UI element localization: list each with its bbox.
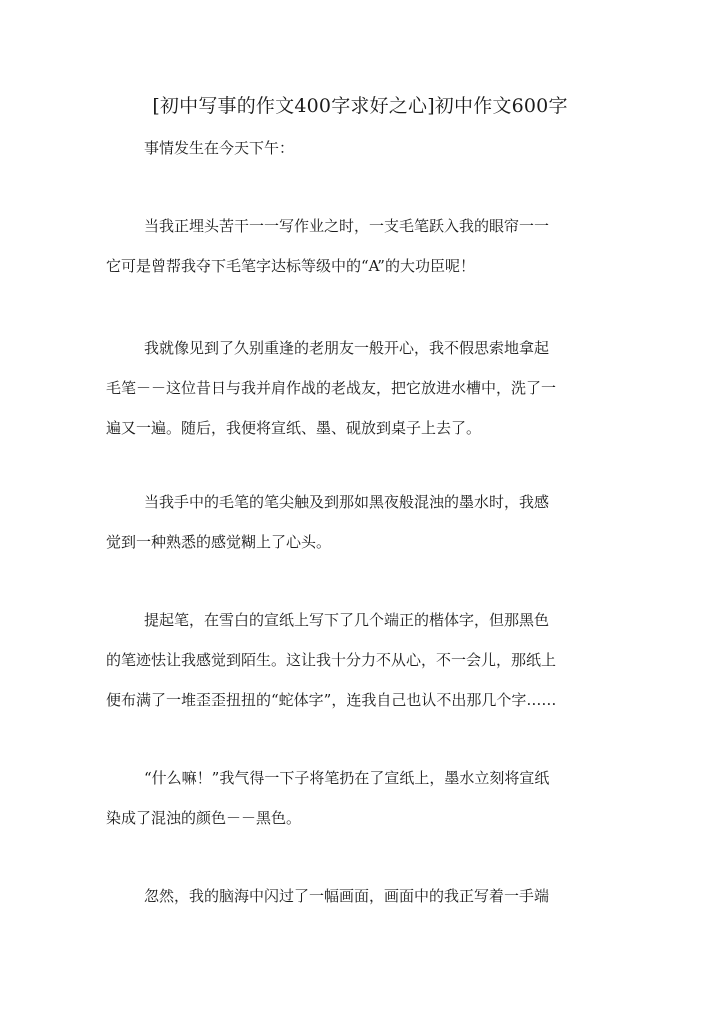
paragraph-1: [106, 138, 576, 158]
paragraph-5: [106, 610, 576, 710]
paragraph-line: “什么嘛！”我气得一下子将笔扔在了宣纸上，墨水立刻将宣纸: [144, 769, 550, 787]
paragraph-line: 便布满了一堆歪歪扭扭的“蛇体字”，连我自己也认不出那几个字……: [106, 691, 557, 709]
paragraph-line: 遍又一遍。随后，我便将宣纸、墨、砚放到桌子上去了。: [106, 419, 482, 437]
paragraph-7: [106, 886, 576, 906]
paragraph-line: 当我手中的毛笔的笔尖触及到那如黑夜般混浊的墨水时，我感: [144, 493, 550, 511]
document-title: [初中写事的作文400字求好之心]初中作文600字: [152, 95, 568, 117]
paragraph-line: 的笔迹怯让我感觉到陌生。这让我十分力不从心，不一会儿，那纸上: [106, 651, 557, 669]
paragraph-line: 当我正埋头苦干一一写作业之时，一支毛笔跃入我的眼帘一一: [144, 217, 550, 235]
paragraph-2: [106, 216, 576, 276]
paragraph-line: 它可是曾帮我夺下毛笔字达标等级中的“A”的大功臣呢！: [106, 257, 475, 275]
paragraph-line: 我就像见到了久别重逢的老朋友一般开心，我不假思索地拿起: [144, 339, 550, 357]
paragraph-line: 染成了混浊的颜色－－黑色。: [106, 809, 302, 827]
paragraph-line: 事情发生在今天下午：: [144, 139, 295, 157]
paragraph-line: 提起笔，在雪白的宣纸上写下了几个端正的楷体字，但那黑色: [144, 611, 550, 629]
paragraph-line: 忽然，我的脑海中闪过了一幅画面，画面中的我正写着一手端: [144, 887, 550, 905]
paragraph-6: [106, 768, 576, 828]
paragraph-4: [106, 492, 576, 552]
paragraph-line: 毛笔－－这位昔日与我并肩作战的老战友，把它放进水槽中，洗了一: [106, 379, 557, 397]
paragraph-3: [106, 338, 576, 438]
paragraph-line: 觉到一种熟悉的感觉糊上了心头。: [106, 533, 332, 551]
